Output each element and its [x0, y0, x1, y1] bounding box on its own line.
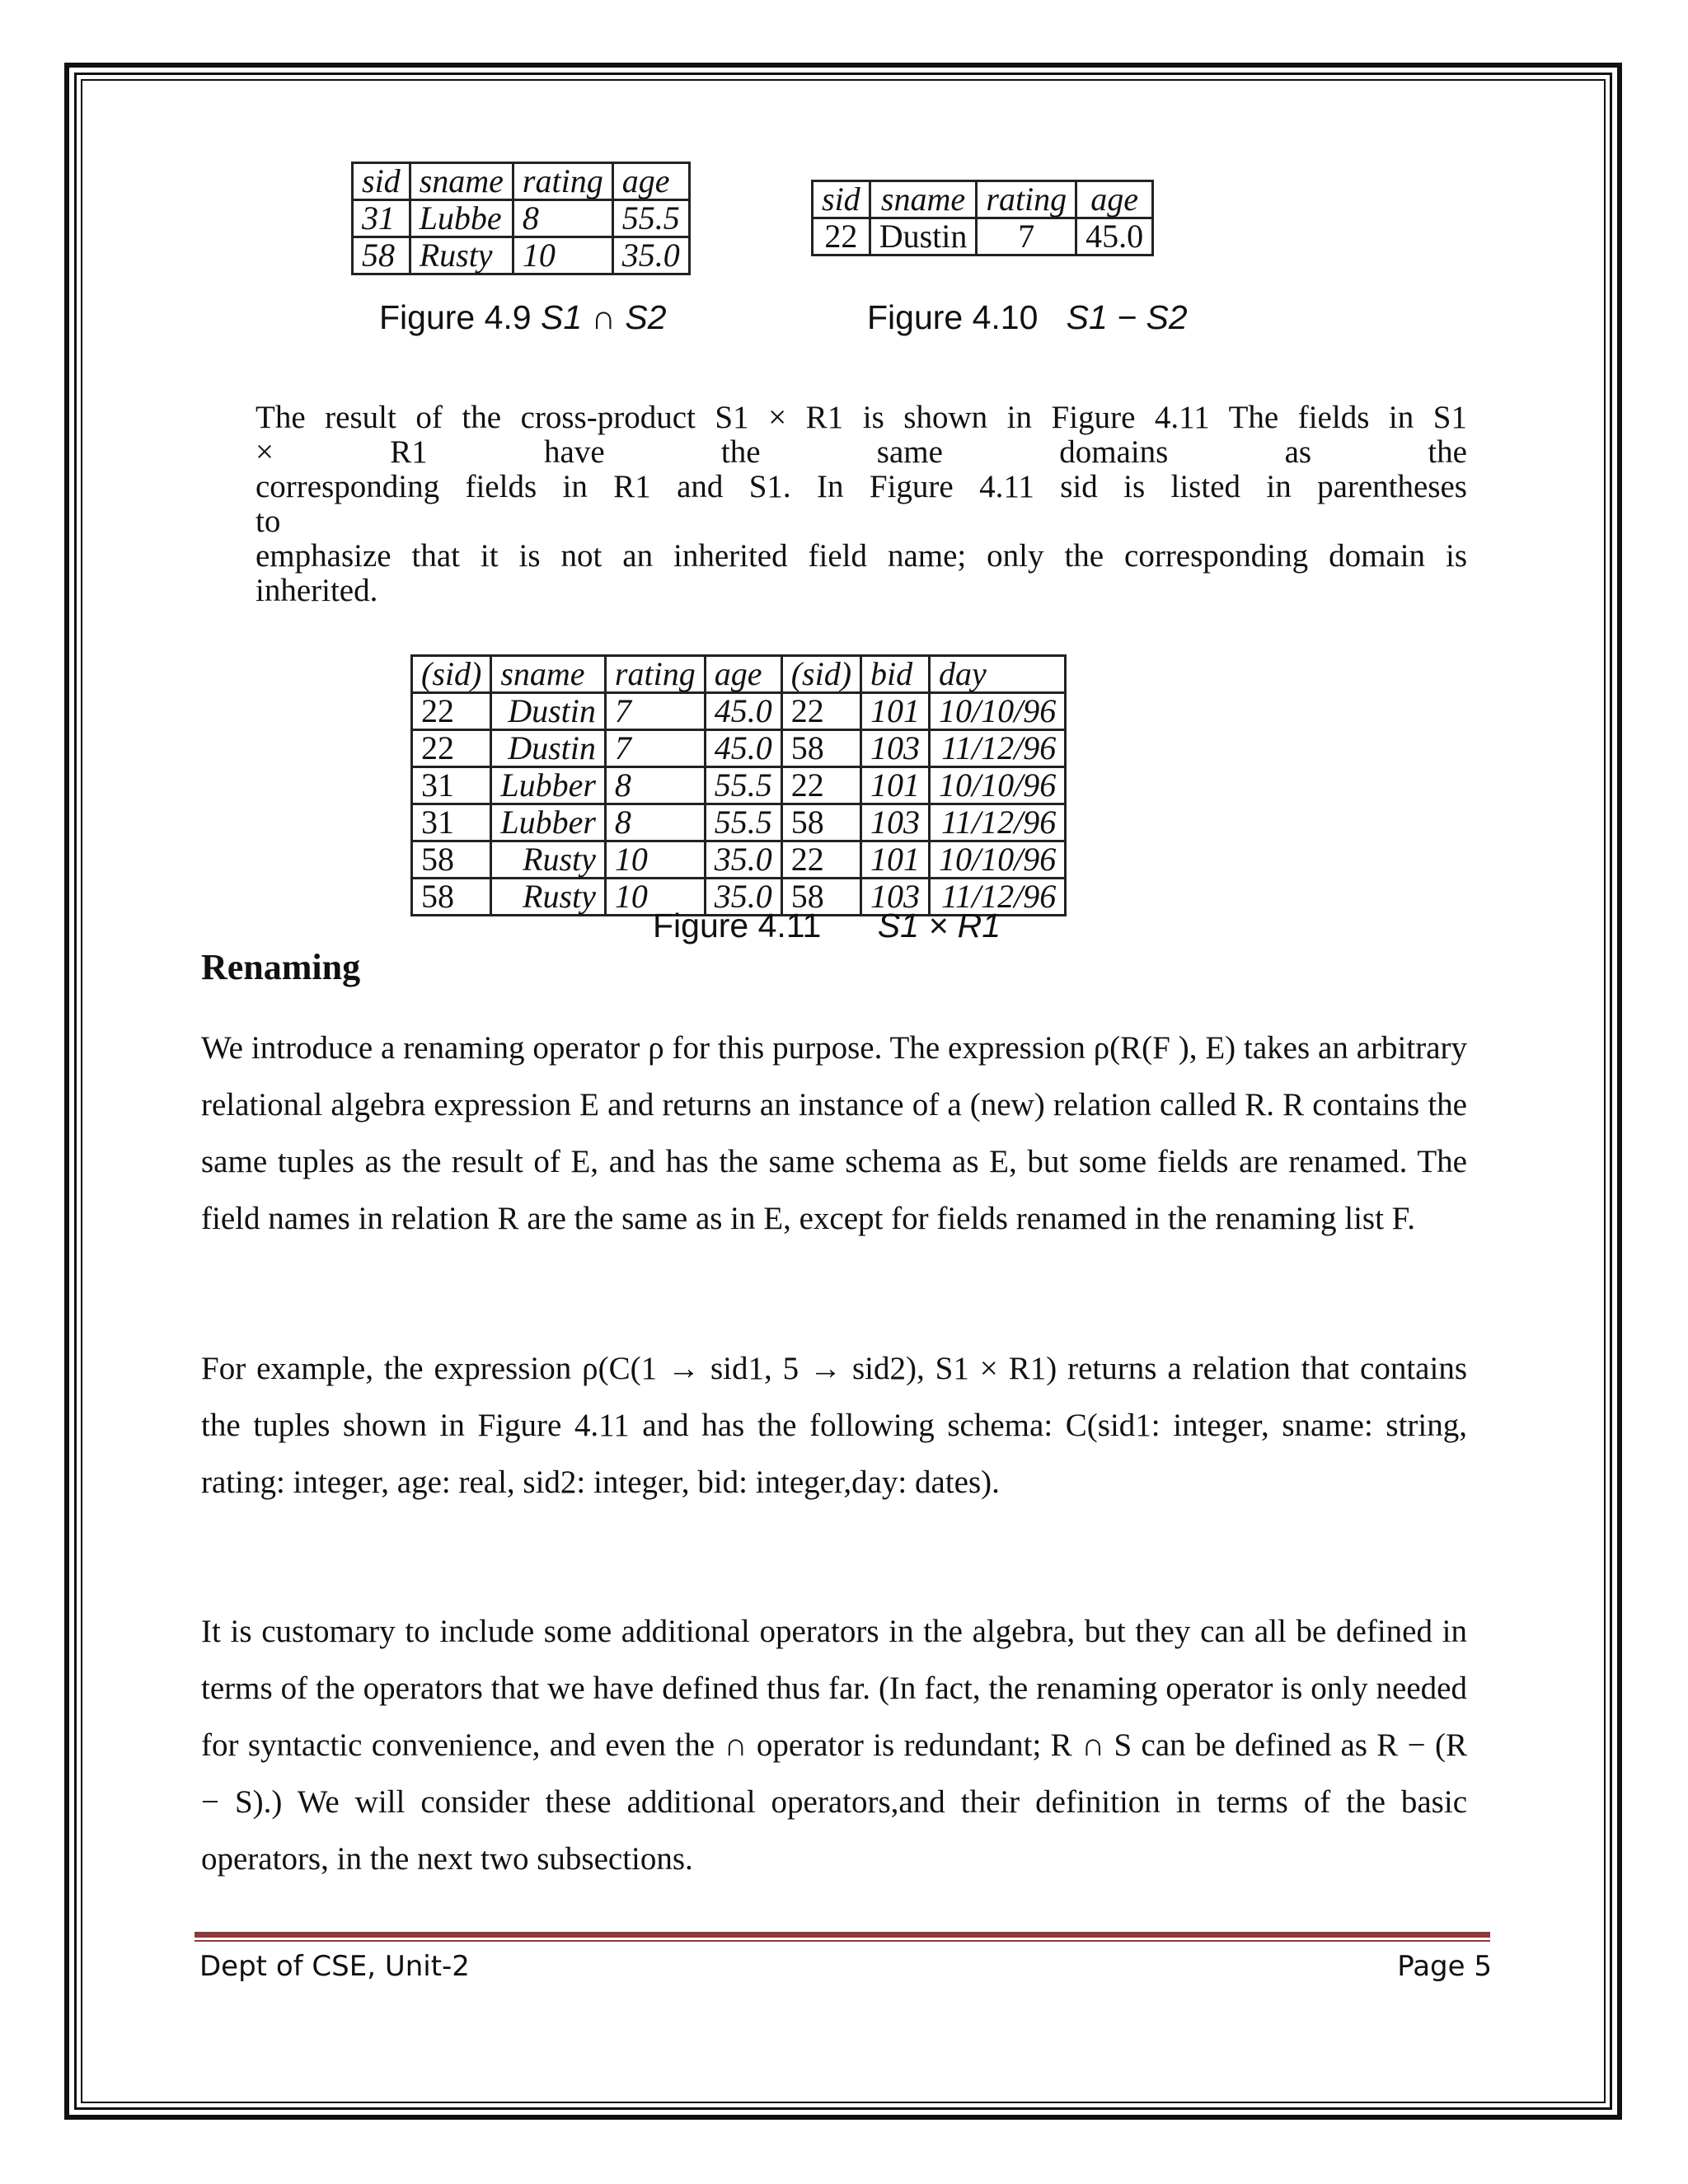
table-cell: 45.0 [705, 693, 781, 730]
caption-expression: S1 × R1 [877, 907, 1001, 944]
table-row [412, 841, 1066, 879]
table-header-row [412, 656, 1066, 693]
paragraph-line: The result of the cross-product S1 × R1 is shown in Figure 4.11 The fields in S1 [256, 400, 1467, 435]
table-cell: 103 [861, 879, 930, 916]
table-cell: Lubbe [410, 200, 513, 237]
table-row [412, 730, 1066, 767]
section-heading-renaming: Renaming [201, 947, 361, 987]
table-cell: 8 [605, 804, 705, 841]
table-row [353, 200, 690, 237]
caption-expression: S1 ∩ S2 [541, 298, 667, 336]
table-cell: 101 [861, 767, 930, 804]
table-cell: 22 [412, 730, 491, 767]
table-header-row [353, 163, 690, 200]
table-cell: Rusty [491, 841, 606, 879]
table-row [412, 804, 1066, 841]
table-cell: 35.0 [612, 237, 689, 274]
cross-product-paragraph [256, 401, 1467, 608]
table-cell: 8 [513, 200, 612, 237]
header-cell: sid [813, 181, 870, 218]
table-cell: 58 [781, 730, 860, 767]
header-cell: (sid) [781, 656, 860, 693]
table-cell: 58 [412, 879, 491, 916]
table-cell: 55.5 [705, 767, 781, 804]
table-cell: 10 [605, 841, 705, 879]
table-cell: 58 [412, 841, 491, 879]
header-cell: bid [861, 656, 930, 693]
table-header-row [813, 181, 1153, 218]
paragraph-line: corresponding fields in R1 and S1. In Figure 4.11 sid is listed in parentheses [256, 469, 1467, 504]
table-cell: 7 [977, 218, 1076, 255]
table-cell: Rusty [491, 879, 606, 916]
table-row [813, 218, 1153, 255]
header-cell: age [612, 163, 689, 200]
table-cell: 8 [605, 767, 705, 804]
header-cell: sname [491, 656, 606, 693]
figure-4-10-table [811, 180, 1154, 256]
table-cell: 10/10/96 [930, 767, 1066, 804]
table-cell: 55.5 [705, 804, 781, 841]
footer-rule [195, 1932, 1490, 1938]
table-cell: 11/12/96 [930, 879, 1066, 916]
table-cell: 11/12/96 [930, 804, 1066, 841]
table-cell: 103 [861, 730, 930, 767]
table-cell: 55.5 [612, 200, 689, 237]
figure-4-11-caption [653, 907, 1001, 945]
renaming-paragraph: We introduce a renaming operator ρ for this purpose. The expression ρ(R(F ), E) takes an arbitrary relational algebra expression E and returns an instance of a (new) relation called R. R contains the same tuples as the result of E, and has the same schema as E, but some fields are renamed. The field names in relation R are the same as in E, except for fields renamed in the renaming list F. [201, 1030, 1467, 1236]
figure-4-10-caption [867, 298, 1188, 337]
table-cell: 103 [861, 804, 930, 841]
caption-expression: S1 − S2 [1066, 298, 1188, 336]
table-cell: Dustin [491, 730, 606, 767]
table-cell: 101 [861, 693, 930, 730]
table-cell: 58 [781, 879, 860, 916]
renaming-example-paragraph: For example, the expression ρ(C(1 → sid1, 5 → sid2), S1 × R1) returns a relation that contains the tuples shown in Figure 4.11 and has the following schema: C(sid1: integer, sname: string, rating: integer, age: real, sid2: integer, bid: integer,day: dates). [201, 1351, 1467, 1500]
header-cell: (sid) [412, 656, 491, 693]
header-cell: age [705, 656, 781, 693]
table-cell: 7 [605, 693, 705, 730]
caption-label: Figure 4.10 [867, 298, 1039, 336]
table-cell: 35.0 [705, 879, 781, 916]
table-cell: Lubber [491, 804, 606, 841]
table-cell: 22 [781, 693, 860, 730]
table-cell: Rusty [410, 237, 513, 274]
header-cell: age [1076, 181, 1153, 218]
footer-department: Dept of CSE, Unit-2 [199, 1950, 470, 1983]
additional-operators-paragraph: It is customary to include some additional operators in the algebra, but they can all be defined in terms of the operators that we have defined thus far. (In fact, the renaming operator is only needed for syntactic convenience, and even the ∩ operator is redundant; R ∩ S can be defined as R − (R − S).) We will consider these additional operators,and their definition in terms of the basic operators, in the next two subsections. [201, 1614, 1467, 1877]
table-cell: 22 [781, 767, 860, 804]
caption-label: Figure 4.11 [653, 907, 822, 944]
table-cell: 10 [605, 879, 705, 916]
paragraph-line: inherited. [256, 573, 378, 608]
figure-4-11-table [410, 654, 1067, 916]
table-row [412, 767, 1066, 804]
table-cell: 35.0 [705, 841, 781, 879]
header-cell: day [930, 656, 1066, 693]
table-cell: 31 [353, 200, 410, 237]
table-cell: 58 [781, 804, 860, 841]
table-cell: 22 [813, 218, 870, 255]
table-cell: Lubber [491, 767, 606, 804]
table-cell: 10 [513, 237, 612, 274]
figure-4-9-caption [379, 298, 667, 337]
paragraph-line: to [256, 504, 281, 539]
header-cell: sid [353, 163, 410, 200]
table-row [353, 237, 690, 274]
table-cell: 22 [412, 693, 491, 730]
table-cell: 58 [353, 237, 410, 274]
header-cell: sname [410, 163, 513, 200]
table-row [412, 693, 1066, 730]
header-cell: rating [605, 656, 705, 693]
table-cell: 11/12/96 [930, 730, 1066, 767]
table-cell: 45.0 [705, 730, 781, 767]
table-cell: Dustin [491, 693, 606, 730]
paragraph-line: emphasize that it is not an inherited field name; only the corresponding domain is [256, 538, 1467, 574]
header-cell: sname [870, 181, 977, 218]
table-cell: 101 [861, 841, 930, 879]
table-cell: Dustin [870, 218, 977, 255]
table-cell: 10/10/96 [930, 841, 1066, 879]
paragraph-line: × R1 have the same domains as the [256, 434, 1467, 470]
table-cell: 45.0 [1076, 218, 1153, 255]
footer-page-number: Page 5 [1397, 1950, 1492, 1983]
header-cell: rating [513, 163, 612, 200]
table-cell: 7 [605, 730, 705, 767]
header-cell: rating [977, 181, 1076, 218]
footer-rule-thin [195, 1940, 1490, 1942]
caption-label: Figure 4.9 [379, 298, 541, 336]
table-cell: 10/10/96 [930, 693, 1066, 730]
table-cell: 31 [412, 804, 491, 841]
table-cell: 22 [781, 841, 860, 879]
figure-4-9-table [351, 162, 691, 275]
table-cell: 31 [412, 767, 491, 804]
